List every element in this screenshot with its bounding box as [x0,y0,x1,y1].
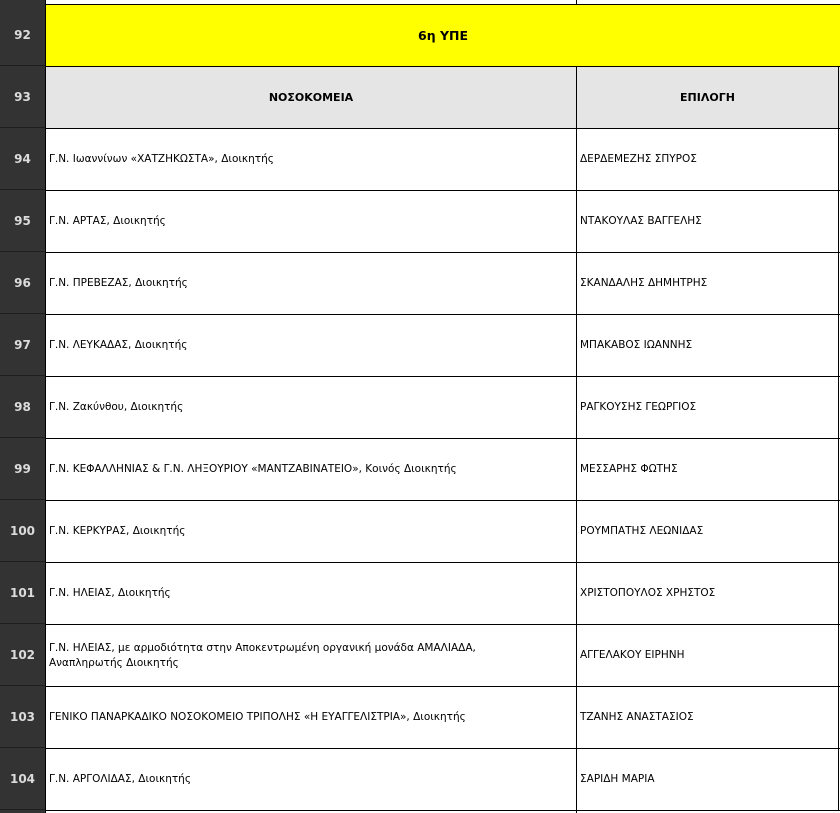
row-number[interactable]: 99 [0,438,45,500]
hospital-cell[interactable] [46,129,577,190]
selection-name: ΑΓΓΕΛΑΚΟΥ ΕΙΡΗΝΗ [580,649,685,661]
hospital-name: Γ.Ν. ΑΡΓΟΛΙΔΑΣ, Διοικητής [49,773,191,785]
header-cell-hospitals[interactable] [46,67,577,128]
row-number[interactable]: 102 [0,624,45,686]
selection-name: ΡΑΓΚΟΥΣΗΣ ΓΕΩΡΓΙΟΣ [580,401,697,413]
table-row [46,128,840,190]
selection-cell[interactable] [577,625,839,686]
hospital-cell[interactable] [46,377,577,438]
selection-cell[interactable] [577,191,839,252]
hospital-cell[interactable] [46,439,577,500]
selection-name: ΜΕΣΣΑΡΗΣ ΦΩΤΗΣ [580,463,678,475]
row-number[interactable]: 92 [0,4,45,66]
row-number[interactable]: 98 [0,376,45,438]
hospital-name: Γ.Ν. ΑΡΤΑΣ, Διοικητής [49,215,166,227]
hospital-name: Γ.Ν. Ιωαννίνων «ΧΑΤΖΗΚΩΣΤΑ», Διοικητής [49,153,274,165]
hospital-name: Γ.Ν. ΚΕΦΑΛΛΗΝΙΑΣ & Γ.Ν. ΛΗΞΟΥΡΙΟΥ «ΜΑΝΤΖΑΒΙΝΑΤΕΙΟ», Κοινός Διοικητής [49,463,457,475]
selection-cell[interactable] [577,253,839,314]
table-row [46,562,840,624]
selection-name: ΡΟΥΜΠΑΤΗΣ ΛΕΩΝΙΔΑΣ [580,525,704,537]
row-number-column [0,0,45,813]
selection-cell[interactable] [577,315,839,376]
table-row [46,314,840,376]
hospital-cell[interactable] [46,749,577,810]
selection-name: ΜΠΑΚΑΒΟΣ ΙΩΑΝΝΗΣ [580,339,693,351]
hospital-cell[interactable] [46,253,577,314]
row-number[interactable]: 93 [0,66,45,128]
selection-cell[interactable] [577,501,839,562]
hospital-name: Γ.Ν. ΠΡΕΒΕΖΑΣ, Διοικητής [49,277,188,289]
hospital-name: ΓΕΝΙΚΟ ΠΑΝΑΡΚΑΔΙΚΟ ΝΟΣΟΚΟΜΕΙΟ ΤΡΙΠΟΛΗΣ «Η ΕΥΑΓΓΕΛΙΣΤΡΙΑ», Διοικητής [49,711,466,723]
hospital-cell[interactable] [46,563,577,624]
hospital-cell[interactable] [46,625,577,686]
table-row [46,624,840,686]
hospital-cell[interactable] [46,315,577,376]
hospital-name: Γ.Ν. ΛΕΥΚΑΔΑΣ, Διοικητής [49,339,188,351]
section-banner-row[interactable] [46,4,840,66]
table-row [46,438,840,500]
row-number[interactable]: 95 [0,190,45,252]
selection-cell[interactable] [577,563,839,624]
table-row [46,500,840,562]
selection-name: ΔΕΡΔΕΜΕΖΗΣ ΣΠΥΡΟΣ [580,153,697,165]
row-number[interactable]: 104 [0,748,45,810]
selection-cell[interactable] [577,439,839,500]
row-number[interactable]: 103 [0,686,45,748]
hospital-cell[interactable] [46,687,577,748]
row-number[interactable]: 96 [0,252,45,314]
selection-name: ΧΡΙΣΤΟΠΟΥΛΟΣ ΧΡΗΣΤΟΣ [580,587,716,599]
table-row [46,252,840,314]
hospital-name: Γ.Ν. ΚΕΡΚΥΡΑΣ, Διοικητής [49,525,186,537]
selection-cell[interactable] [577,749,839,810]
selection-cell[interactable] [577,129,839,190]
table-row [46,376,840,438]
header-selection: ΕΠΙΛΟΓΗ [680,91,735,104]
header-hospitals: ΝΟΣΟΚΟΜΕΙΑ [268,91,354,104]
table-row [46,748,840,810]
row-number[interactable]: 94 [0,128,45,190]
selection-cell[interactable] [577,377,839,438]
hospital-cell[interactable] [46,501,577,562]
spreadsheet-grid [45,0,840,813]
header-cell-selection[interactable] [577,67,839,128]
column-header-row [46,66,840,128]
table-row [46,686,840,748]
row-number[interactable]: 100 [0,500,45,562]
row-number[interactable]: 101 [0,562,45,624]
hospital-name: Γ.Ν. Ζακύνθου, Διοικητής [49,401,184,413]
selection-name: ΝΤΑΚΟΥΛΑΣ ΒΑΓΓΕΛΗΣ [580,215,702,227]
table-row [46,190,840,252]
hospital-cell[interactable] [46,191,577,252]
section-title: 6η ΥΠΕ [418,28,468,43]
hospital-name: Γ.Ν. ΗΛΕΙΑΣ, με αρμοδιότητα στην Αποκεντρωμένη οργανική μονάδα ΑΜΑΛΙΑΔΑ, Αναπληρωτής Διοικητής [49,641,476,669]
hospital-name: Γ.Ν. ΗΛΕΙΑΣ, Διοικητής [49,587,171,599]
row-number[interactable]: 97 [0,314,45,376]
selection-name: ΤΖΑΝΗΣ ΑΝΑΣΤΑΣΙΟΣ [580,711,694,723]
selection-name: ΣΑΡΙΔΗ ΜΑΡΙΑ [580,773,655,785]
selection-cell[interactable] [577,687,839,748]
selection-name: ΣΚΑΝΔΑΛΗΣ ΔΗΜΗΤΡΗΣ [580,277,708,289]
